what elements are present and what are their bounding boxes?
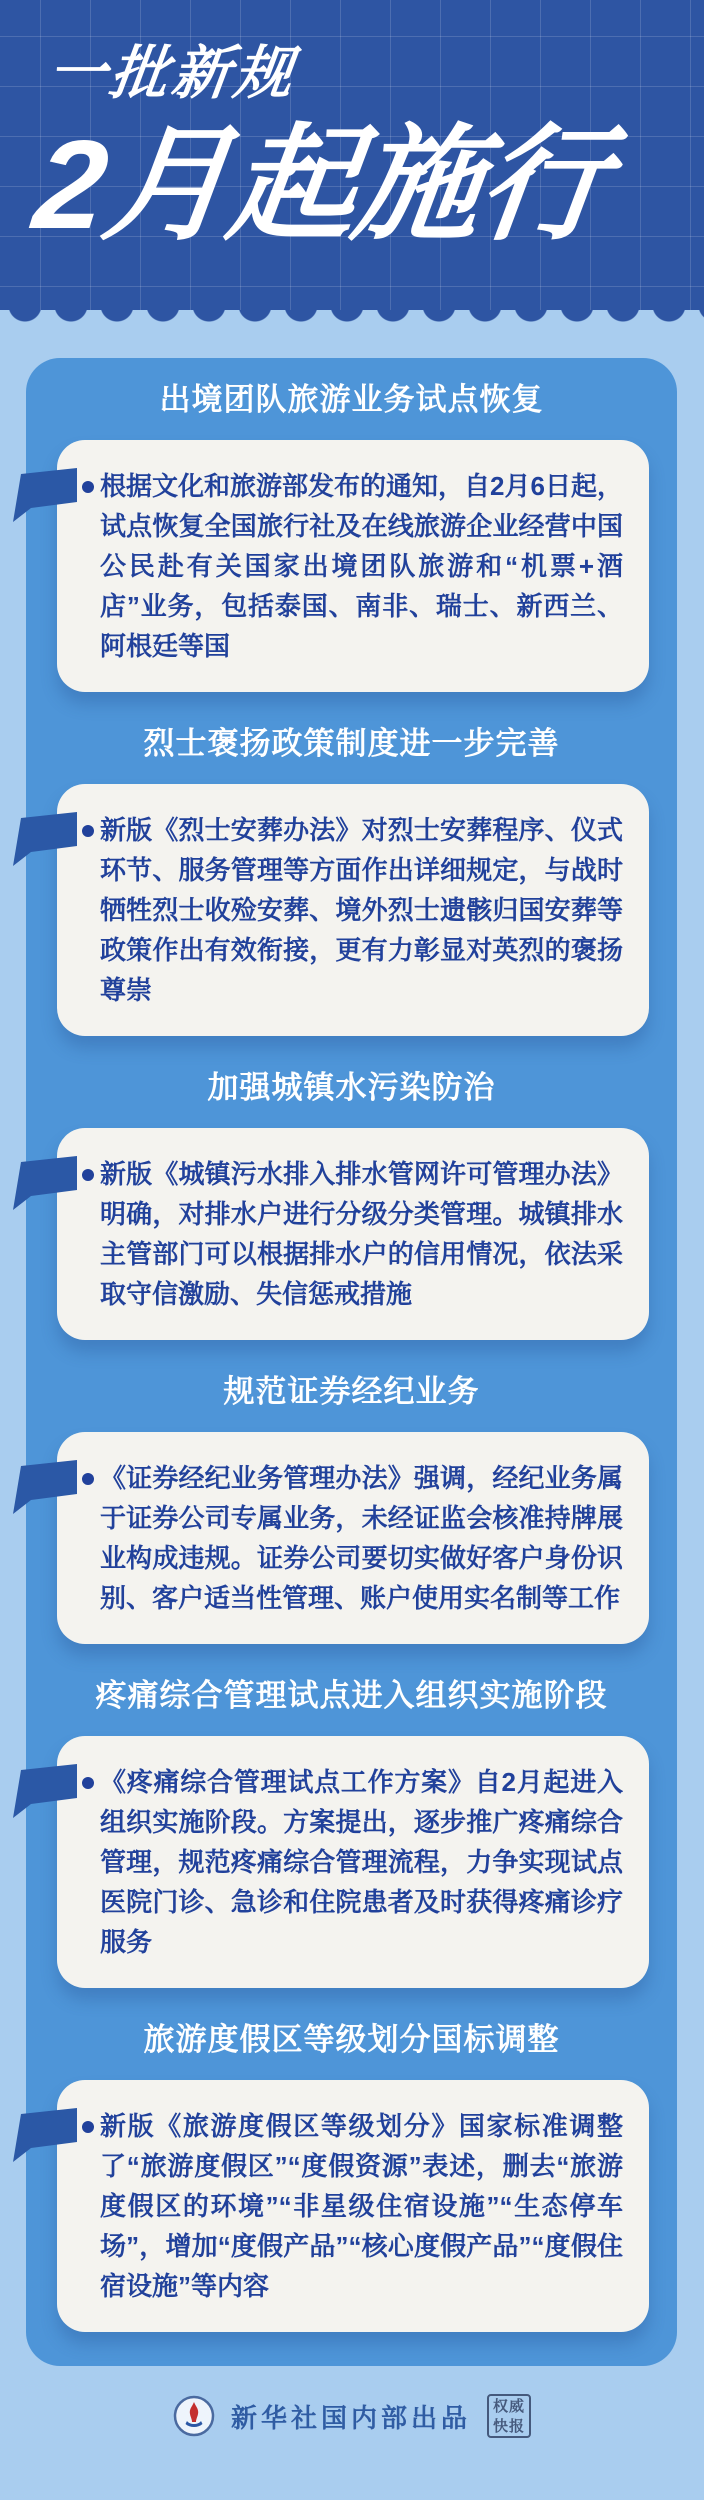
stamp-line-1: 权威 <box>492 2398 525 2415</box>
section-outbound-tourism <box>26 382 677 692</box>
section-title: 烈士褒扬政策制度进一步完善 <box>143 726 560 761</box>
footer <box>0 2394 704 2438</box>
bullet-icon <box>82 481 94 493</box>
section-body-text: 新版《城镇污水排入排水管网许可管理办法》明确，对排水户进行分级分类管理。城镇排水主管部门可以根据排水户的信用情况，依法采取守信激励、失信惩戒措施 <box>100 1159 623 1309</box>
scalloped-edge <box>0 310 704 328</box>
section-card <box>57 440 649 692</box>
stamp-line-2: 快报 <box>492 2418 525 2435</box>
section-body-text: 根据文化和旅游部发布的通知，自2月6日起，试点恢复全国旅行社及在线旅游企业经营中国公民赴有关国家出境团队旅游和“机票+酒店”业务，包括泰国、南非、瑞士、新西兰、阿根廷等国 <box>100 471 623 661</box>
section-card <box>57 1736 649 1988</box>
section-title: 出境团队旅游业务试点恢复 <box>159 382 544 417</box>
content-panel <box>26 358 677 2366</box>
section-martyr-policy <box>26 726 677 1036</box>
poster-header <box>0 0 704 310</box>
section-card <box>57 784 649 1036</box>
publisher-text: 新华社国内部出品 <box>230 2402 471 2433</box>
section-card <box>57 1128 649 1340</box>
section-securities-brokerage <box>26 1374 677 1644</box>
section-body-text: 《疼痛综合管理试点工作方案》自2月起进入组织实施阶段。方案提出，逐步推广疼痛综合管理，规范疼痛综合管理流程，力争实现试点医院门诊、急诊和住院患者及时获得疼痛诊疗服务 <box>100 1767 623 1957</box>
section-card <box>57 1432 649 1644</box>
section-body-text: 新版《旅游度假区等级划分》国家标准调整了“旅游度假区”“度假资源”表述，删去“旅游度假区的环境”“非星级住宿设施”“生态停车场”，增加“度假产品”“核心度假产品”“度假住宿设施”等内容 <box>100 2111 623 2301</box>
ribbon-fold-icon <box>13 466 77 522</box>
ribbon-fold-icon <box>13 1762 77 1818</box>
section-title: 旅游度假区等级划分国标调整 <box>143 2022 560 2057</box>
bullet-icon <box>82 1473 94 1485</box>
section-title: 加强城镇水污染防治 <box>207 1070 496 1105</box>
section-title: 规范证券经纪业务 <box>223 1374 480 1409</box>
section-pain-management <box>26 1678 677 1988</box>
bullet-icon <box>82 825 94 837</box>
section-body-text: 新版《烈士安葬办法》对烈士安葬程序、仪式环节、服务管理等方面作出详细规定，与战时牺牲烈士收殓安葬、境外烈士遗骸归国安葬等政策作出有效衔接，更有力彰显对英烈的褒扬尊崇 <box>100 815 623 1005</box>
bullet-icon <box>82 1169 94 1181</box>
ribbon-fold-icon <box>13 810 77 866</box>
authority-express-stamp <box>487 2394 531 2438</box>
section-resort-grading <box>26 2022 677 2332</box>
xinhua-logo-icon <box>173 2395 215 2437</box>
bullet-icon <box>82 2121 94 2133</box>
section-title: 疼痛综合管理试点进入组织实施阶段 <box>95 1678 608 1713</box>
ribbon-fold-icon <box>13 1458 77 1514</box>
ribbon-fold-icon <box>13 2106 77 2162</box>
poster-title: 2月起施行 <box>27 113 614 255</box>
header-badge-text: 一批新规 <box>44 41 301 106</box>
ribbon-fold-icon <box>13 1154 77 1210</box>
section-water-pollution <box>26 1070 677 1340</box>
bullet-icon <box>82 1777 94 1789</box>
section-card <box>57 2080 649 2332</box>
section-body-text: 《证券经纪业务管理办法》强调，经纪业务属于证券公司专属业务，未经证监会核准持牌展业构成违规。证券公司要切实做好客户身份识别、客户适当性管理、账户使用实名制等工作 <box>100 1463 623 1613</box>
